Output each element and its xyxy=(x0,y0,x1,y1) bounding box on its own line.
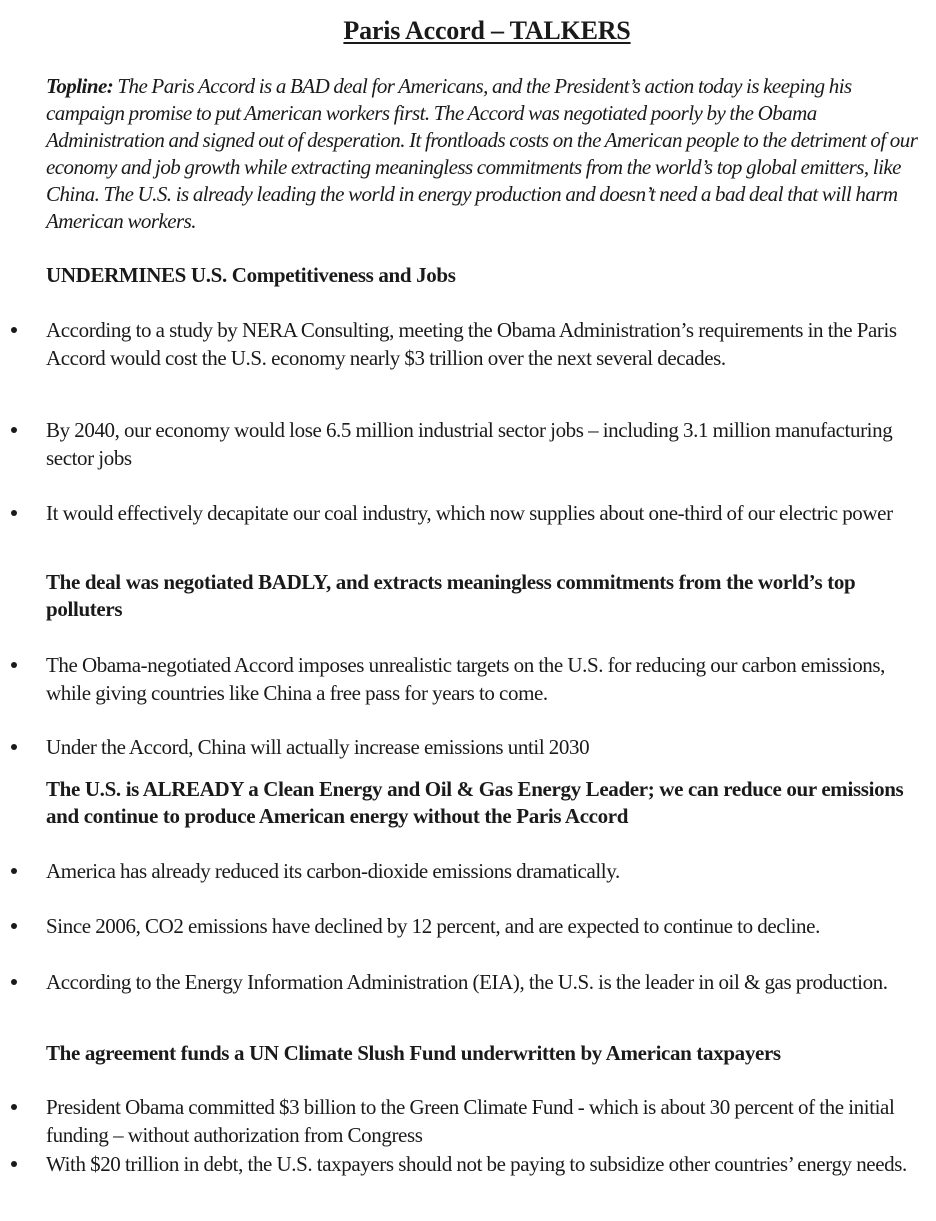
topline-label: Topline: xyxy=(46,74,114,98)
bullet-text: Under the Accord, China will actually increase emissions until 2030 xyxy=(46,735,590,759)
bullet-text: President Obama committed $3 billion to the Green Climate Fund - which is about 30 percent of the initial funding – without authorization from Congress xyxy=(46,1095,895,1147)
bullet-dot-icon xyxy=(11,744,17,750)
bullet-dot-icon xyxy=(11,1161,17,1167)
bullet-dot-icon xyxy=(11,868,17,874)
bullet-text: It would effectively decapitate our coal industry, which now supplies about one-third of our electric power xyxy=(46,501,893,525)
bullet-text: According to the Energy Information Administration (EIA), the U.S. is the leader in oil & gas production. xyxy=(46,970,888,994)
bullet-text: According to a study by NERA Consulting, meeting the Obama Administration’s requirements in the Paris Accord would cost the U.S. economy nearly $3 trillion over the next several decades. xyxy=(46,318,897,370)
section-heading-competitiveness: UNDERMINES U.S. Competitiveness and Jobs xyxy=(46,263,456,287)
bullet-text: With $20 trillion in debt, the U.S. taxpayers should not be paying to subsidize other countries’ energy needs. xyxy=(46,1152,907,1176)
topline-text: The Paris Accord is a BAD deal for Americans, and the President’s action today is keeping his campaign promise to put American workers first. The Accord was negotiated poorly by the Obama Administration and signed out of desperation. It frontloads costs on the American people to the detriment of our economy and job growth while extracting meaningless commitments from the world’s top global emitters, like China. The U.S. is already leading the world in energy production and doesn’t need a bad deal that will harm American workers. xyxy=(46,74,918,233)
bullet-text: America has already reduced its carbon-dioxide emissions dramatically. xyxy=(46,859,620,883)
section-heading-slush-fund: The agreement funds a UN Climate Slush Fund underwritten by American taxpayers xyxy=(46,1041,781,1065)
bullet-dot-icon xyxy=(11,662,17,668)
document-title xyxy=(0,14,936,48)
document-title-text: Paris Accord – TALKERS xyxy=(343,16,631,45)
bullet-dot-icon xyxy=(11,1104,17,1110)
topline-paragraph xyxy=(46,73,931,235)
bullet-text: Since 2006, CO2 emissions have declined by 12 percent, and are expected to continue to decline. xyxy=(46,914,820,938)
bullet-text: By 2040, our economy would lose 6.5 million industrial sector jobs – including 3.1 million manufacturing sector jobs xyxy=(46,418,893,470)
bullet-dot-icon xyxy=(11,510,17,516)
section-heading-negotiated-badly: The deal was negotiated BADLY, and extracts meaningless commitments from the world’s top polluters xyxy=(46,570,856,621)
bullet-dot-icon xyxy=(11,979,17,985)
bullet-dot-icon xyxy=(11,923,17,929)
bullet-dot-icon xyxy=(11,427,17,433)
bullet-dot-icon xyxy=(11,327,17,333)
section-heading-energy-leader: The U.S. is ALREADY a Clean Energy and Oil & Gas Energy Leader; we can reduce our emissions and continue to produce American energy without the Paris Accord xyxy=(46,777,904,828)
bullet-text: The Obama-negotiated Accord imposes unrealistic targets on the U.S. for reducing our carbon emissions, while giving countries like China a free pass for years to come. xyxy=(46,653,886,705)
